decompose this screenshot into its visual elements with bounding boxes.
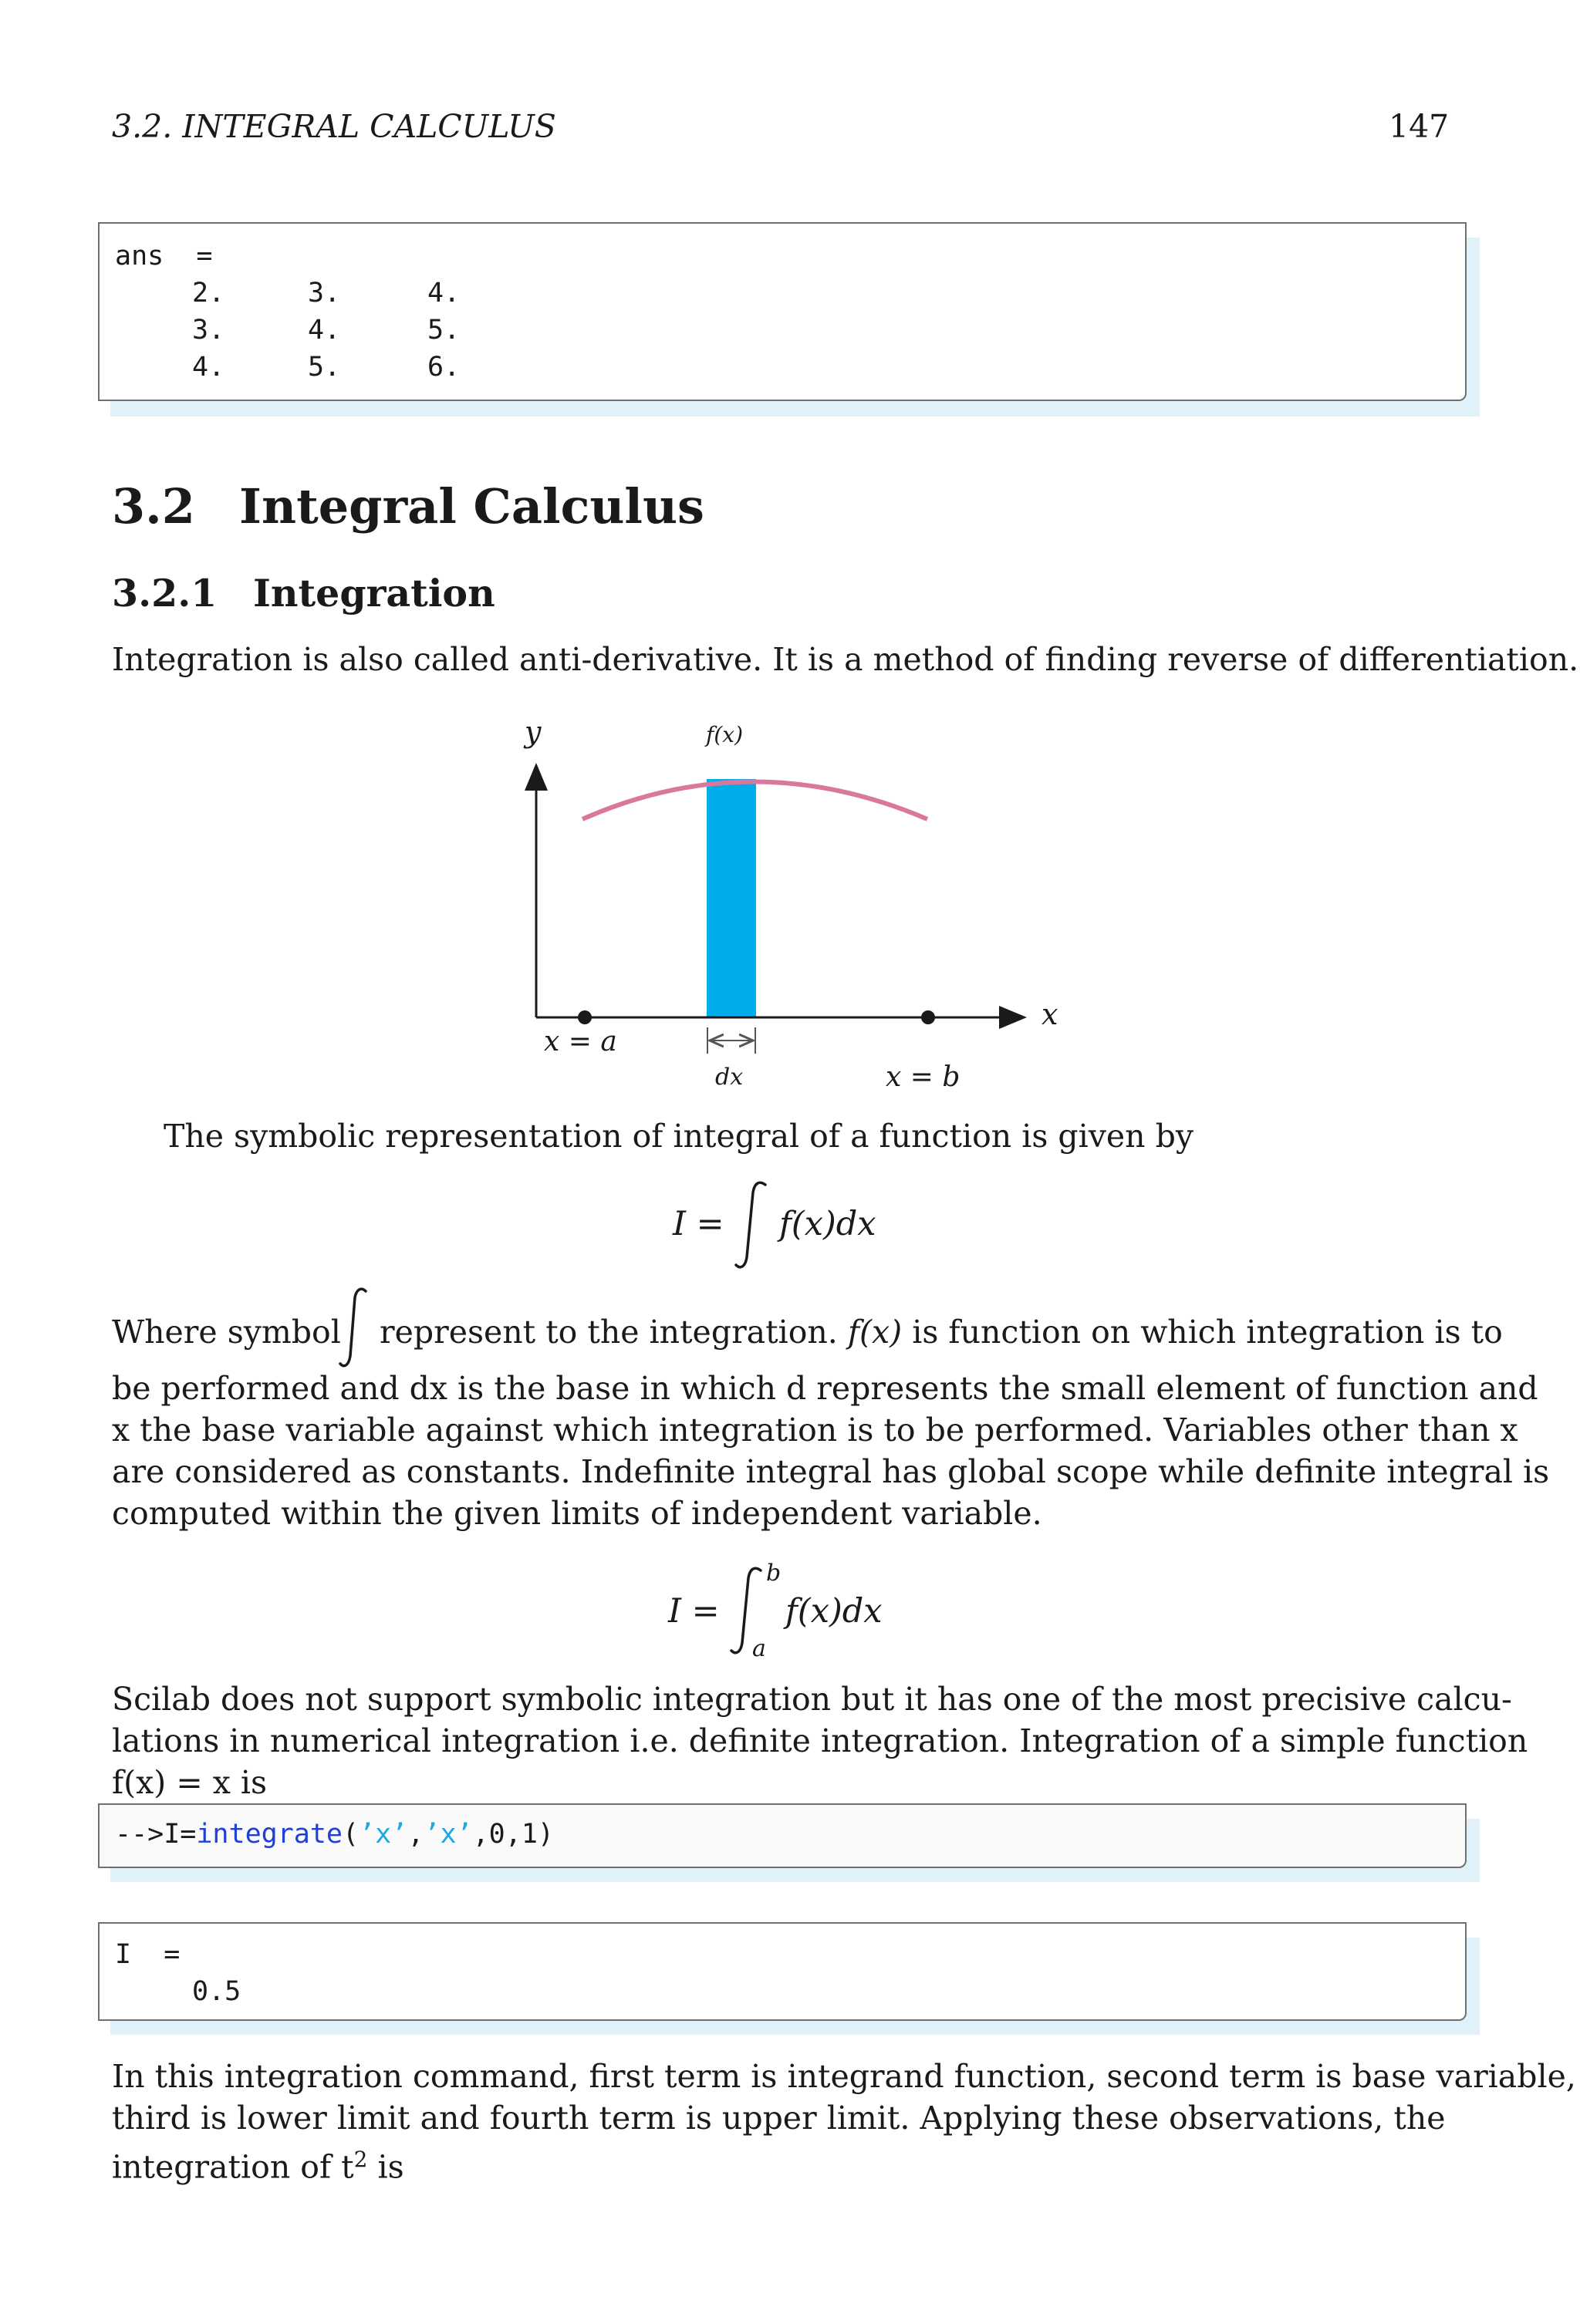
eq2-lhs: I = [668,1592,720,1631]
area-strip [707,779,756,1017]
xb-label: x = b [886,1061,960,1093]
para2-fx: f(x) [847,1314,903,1351]
para4-line3 [112,2139,404,2188]
para4-line3-pre: integration of t [112,2148,354,2186]
para4-line1: In this integration command, first term is integrand function, second term is base variable, [112,2058,1576,2095]
section-number: 3.2 [112,478,195,535]
inline-integral-sign [338,1285,372,1370]
integral-sign [733,1179,771,1271]
output-cell: 3. [308,278,341,309]
para2-line3: x the base variable against which integration is to be performed. Variables other than x [112,1412,1518,1449]
symbolic-intro: The symbolic representation of integral of a function is given by [164,1118,1194,1155]
code-open: ( [343,1819,360,1850]
eq1-rhs: f(x)dx [779,1205,876,1243]
page-number: 147 [1389,108,1450,145]
code-arg2: ’x’ [424,1819,473,1850]
output-cell: 4. [427,278,461,309]
intro-paragraph: Integration is also called anti-derivative. It is a method of finding reverse of differentiation. [112,641,1579,678]
para3-line3: f(x) = x is [112,1764,268,1801]
code-line [115,1819,554,1850]
point-b [921,1010,935,1024]
para2-lead: Where symbol [112,1314,341,1351]
code-arg1: ’x’ [359,1819,408,1850]
eq2-upper-limit: b [766,1560,782,1587]
integration-figure [478,710,1096,1095]
code-prompt: -->I= [115,1819,197,1850]
para4-line2: third is lower limit and fourth term is upper limit. Applying these observations, the [112,2100,1446,2137]
code-rest: ,0,1) [472,1819,554,1850]
output-cell: 5. [427,315,461,346]
para2-line1-rest: represent to the integration. [380,1314,838,1351]
para3-line2: lations in numerical integration i.e. definite integration. Integration of a simple function [112,1722,1528,1759]
subsection-title: Integration [253,571,495,616]
eq2-lower-limit: a [752,1635,766,1662]
eq2-rhs: f(x)dx [785,1592,883,1631]
para2-line5: computed within the given limits of independent variable. [112,1495,1042,1532]
subsection-number: 3.2.1 [112,571,218,616]
fx-label: f(x) [706,722,744,747]
output-block-I [98,1922,1467,2021]
code-comma: , [407,1819,424,1850]
point-a [578,1010,592,1024]
running-title: 3.2. INTEGRAL CALCULUS [112,108,556,145]
output-label: ans = [115,241,213,272]
code-block-integrate [98,1803,1467,1868]
para2-line2: be performed and dx is the base in which d represents the small element of function and [112,1370,1538,1407]
output-cell: 3. [192,315,225,346]
output-cell: 4. [308,315,341,346]
para4-line3-post: is [367,2148,404,2186]
para3-line1: Scilab does not support symbolic integration but it has one of the most precisive calcu- [112,1681,1512,1718]
para4-line3-sup: 2 [353,2147,368,2172]
para2-line1-tail: is function on which integration is to [912,1314,1503,1351]
xa-label: x = a [544,1026,617,1057]
output-cell: 4. [192,352,225,383]
output-value: 0.5 [192,1976,241,2007]
output-cell: 6. [427,352,461,383]
code-func: integrate [196,1819,343,1850]
section-title: Integral Calculus [239,478,704,535]
x-label: x [1042,997,1058,1031]
output-cell: 2. [192,278,225,309]
y-label: y [525,715,542,749]
para2-line4: are considered as constants. Indefinite integral has global scope while definite integral is [112,1453,1550,1490]
output-label: I = [115,1939,181,1970]
output-cell: 5. [308,352,341,383]
output-block-ans [98,222,1467,401]
para2-line1 [380,1311,1503,1353]
dx-label: dx [715,1064,744,1091]
eq1-lhs: I = [673,1205,724,1243]
